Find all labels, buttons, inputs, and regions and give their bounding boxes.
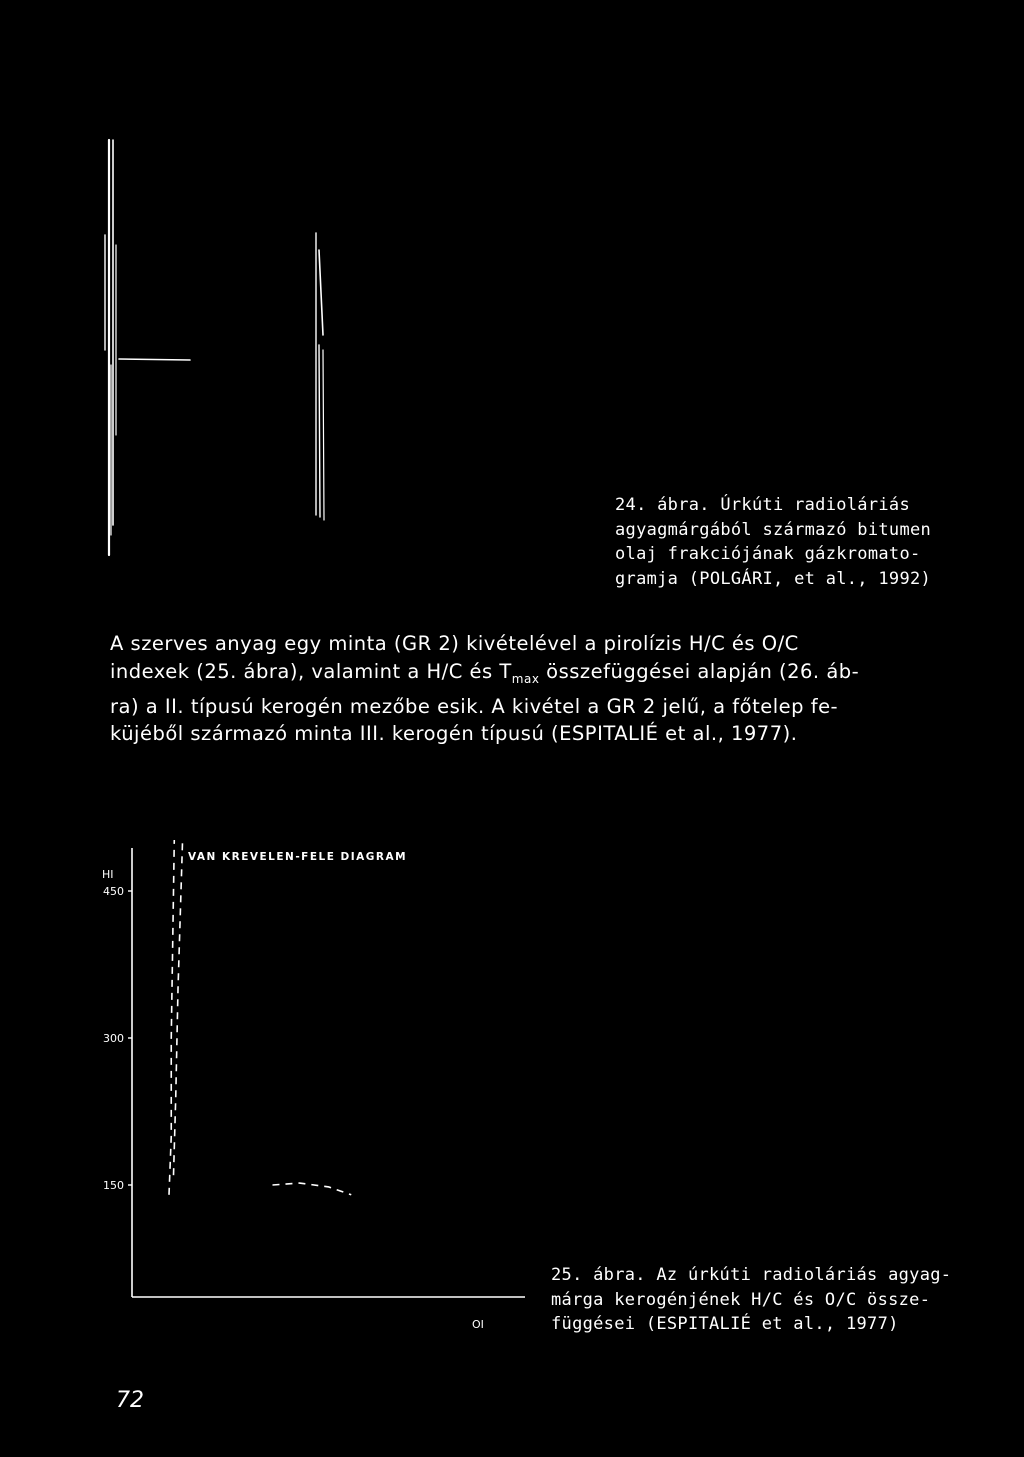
y-tick-label: 150 xyxy=(103,1179,124,1192)
chromatogram-peak xyxy=(319,250,323,335)
caption-line: márga kerogénjének H/C és O/C össze- xyxy=(551,1289,931,1310)
figure-24-caption xyxy=(615,493,931,591)
body-line: ra) a II. típusú kerogén mezőbe esik. A kivétel a GR 2 jelű, a főtelep fe- xyxy=(110,694,839,718)
caption-line: gramja (POLGÁRI, et al., 1992) xyxy=(615,568,932,589)
y-tick-label: 300 xyxy=(103,1032,124,1045)
body-line: küjéből származó minta III. kerogén típusú (ESPITALIÉ et al., 1977). xyxy=(110,722,798,746)
y-tick-label: 450 xyxy=(103,885,124,898)
body-line xyxy=(110,658,940,693)
chromatogram-traces xyxy=(95,135,355,585)
chromatogram-peak xyxy=(319,345,320,517)
subscript-max: max xyxy=(511,671,540,686)
body-line-text: indexek (25. ábra), valamint a H/C és T xyxy=(110,659,512,683)
page-number: 72 xyxy=(116,1388,144,1413)
caption-line: 24. ábra. Úrkúti radioláriás xyxy=(615,495,910,515)
caption-line: függései (ESPITALIÉ et al., 1977) xyxy=(551,1314,899,1334)
caption-line: olaj frakciójának gázkromato- xyxy=(615,544,921,564)
chart-title: VAN KREVELEN-FELE DIAGRAM xyxy=(188,851,408,863)
series-line xyxy=(174,840,197,1175)
x-axis-label: OI xyxy=(472,1318,484,1331)
y-axis-label: HI xyxy=(102,868,114,881)
chromatogram-figure xyxy=(95,135,355,585)
series-line xyxy=(273,1183,352,1195)
chromatogram-peak xyxy=(323,350,324,520)
van-krevelen-chart xyxy=(80,840,550,1340)
figure-25-caption xyxy=(551,1263,951,1337)
chromatogram-baseline xyxy=(119,359,190,360)
body-paragraph xyxy=(110,630,940,748)
van-krevelen-plot xyxy=(80,840,550,1340)
body-line-text: összefüggései alapján (26. áb- xyxy=(539,659,860,683)
body-line: A szerves anyag egy minta (GR 2) kivételével a pirolízis H/C és O/C xyxy=(110,632,799,655)
series-line xyxy=(169,840,180,1195)
caption-line: agyagmárgából származó bitumen xyxy=(615,519,932,540)
caption-line: 25. ábra. Az úrkúti radioláriás agyag- xyxy=(551,1265,952,1285)
